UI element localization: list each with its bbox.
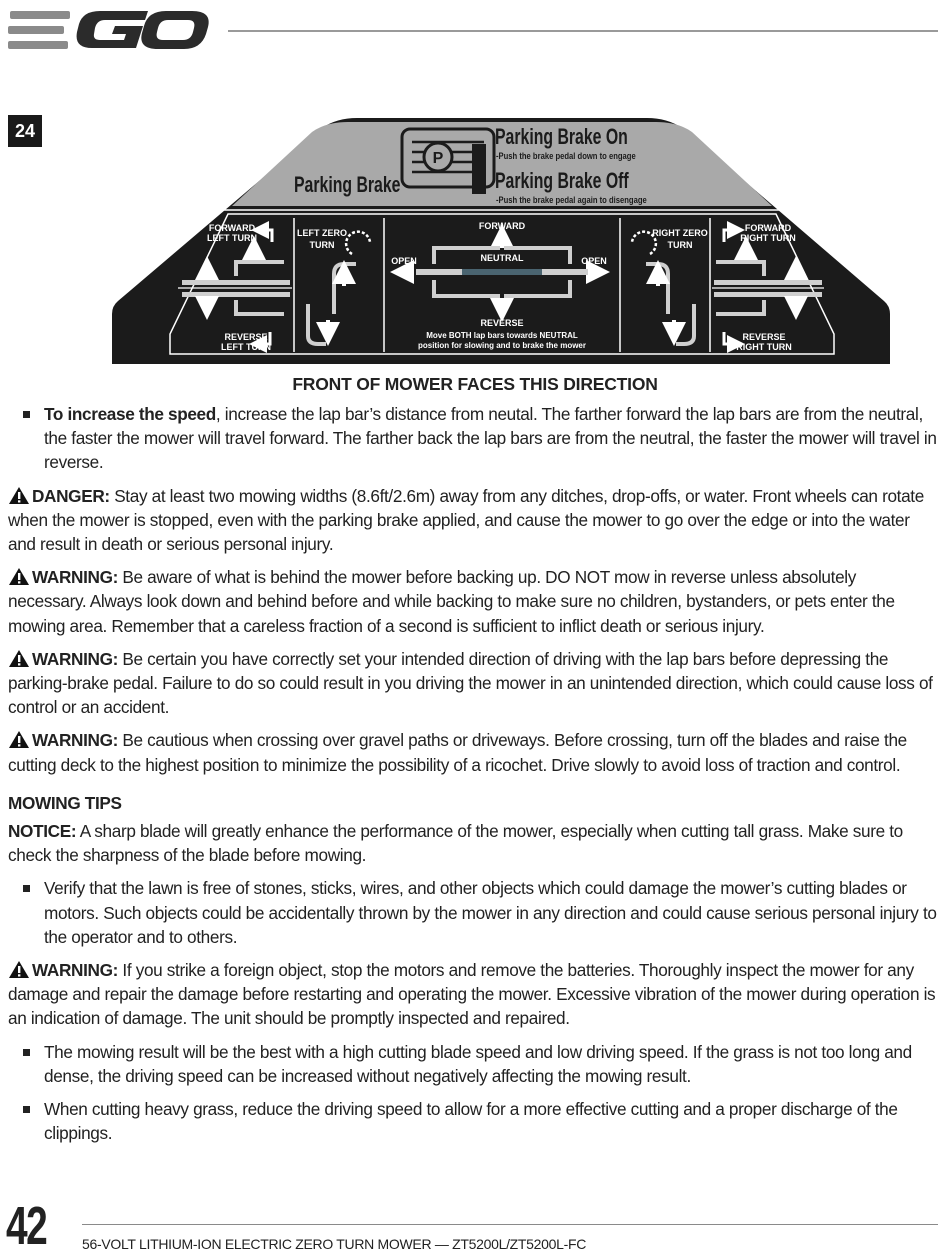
svg-text:REVERSE: REVERSE	[480, 318, 524, 328]
svg-text:LEFT TURN: LEFT TURN	[207, 233, 257, 243]
warning-label: WARNING:	[32, 960, 118, 981]
bullet-marker	[23, 885, 30, 892]
heavy-grass-text: When cutting heavy grass, reduce the driving speed to allow for a more effective cutting and a proper discharge of the clippings.	[44, 1099, 898, 1144]
bullet-marker	[23, 411, 30, 418]
speed-text: , increase the lap bar’s distance from neutal. The farther forward the lap bars are from the neutral, the faster the mower will travel forward. The farther back the lap bars are from the neutral, the faster the mower will travel in reverse.	[44, 404, 937, 473]
page-content	[8, 402, 938, 1154]
notice-label: NOTICE:	[8, 821, 77, 842]
warning-triangle-icon	[8, 567, 30, 586]
svg-text:REVERSE: REVERSE	[742, 332, 786, 342]
warning-paragraph-1	[8, 565, 938, 638]
brake-on-title: Parking Brake On	[495, 125, 628, 150]
warning-label: WARNING:	[32, 567, 118, 588]
parking-brake-label: Parking Brake	[294, 173, 401, 198]
lawn-text: Verify that the lawn is free of stones, sticks, wires, and other objects which could damage the mower’s cutting blades or motors. Such objects could be accidentally thrown by the mower in any direction and could cause serious personal injury to the operator and to others.	[44, 878, 937, 947]
figure-caption: FRONT OF MOWER FACES THIS DIRECTION	[292, 374, 658, 394]
mowing-tips-heading: MOWING TIPS	[8, 792, 122, 813]
footer-rule	[82, 1224, 938, 1225]
warning-triangle-icon	[8, 486, 30, 505]
footer-title: 56-VOLT LITHIUM-ION ELECTRIC ZERO TURN MOWER — ZT5200L/ZT5200L-FC	[82, 1236, 587, 1252]
svg-text:FORWARD: FORWARD	[478, 221, 526, 231]
page-number: 42	[6, 1196, 47, 1256]
figure-number: 24	[8, 115, 42, 147]
brake-off-desc: -Push the brake pedal again to disengage	[496, 194, 647, 206]
svg-text:LEFT ZERO: LEFT ZERO	[297, 228, 347, 238]
svg-text:OPEN: OPEN	[391, 256, 417, 266]
warning-triangle-icon	[8, 960, 30, 979]
svg-text:RIGHT TURN: RIGHT TURN	[740, 233, 796, 243]
svg-text:OPEN: OPEN	[581, 256, 607, 266]
warning-triangle-icon	[8, 730, 30, 749]
brake-pedal-icon	[402, 129, 494, 194]
danger-paragraph	[8, 484, 938, 557]
bullet-marker	[23, 1106, 30, 1113]
warning-text: Be aware of what is behind the mower before backing up. DO NOT mow in reverse unless absolutely necessary. Always look down and behind before and while backing to make sure no children, bystanders, or pets enter the mowing area. Remember that a careless fraction of a second is sufficient to inflict death or serious injury.	[8, 567, 895, 636]
warning-text: Be cautious when crossing over gravel paths or driveways. Before crossing, turn off the blades and raise the cutting deck to the highest position to minimize the possibility of a ricochet. Drive slowly to avoid loss of traction and control.	[8, 730, 907, 775]
warning-label: WARNING:	[32, 648, 118, 669]
svg-text:NEUTRAL: NEUTRAL	[480, 253, 524, 263]
bullet-marker	[23, 1049, 30, 1056]
svg-text:Move BOTH lap bars towards NEU: Move BOTH lap bars towards NEUTRAL	[426, 331, 578, 340]
result-text: The mowing result will be the best with a high cutting blade speed and low driving speed. If the grass is not too long and dense, the driving speed can be increased without negatively affecting the mowing result.	[44, 1041, 912, 1086]
brake-off-title: Parking Brake Off	[495, 169, 629, 194]
svg-text:RIGHT TURN: RIGHT TURN	[736, 342, 792, 352]
notice-paragraph	[8, 819, 938, 867]
svg-text:position for slowing and to br: position for slowing and to brake the mower	[417, 341, 587, 350]
warning-label: WARNING:	[32, 730, 118, 751]
svg-text:TURN: TURN	[309, 240, 335, 250]
svg-text:LEFT TURN: LEFT TURN	[221, 342, 271, 352]
svg-text:P: P	[432, 150, 444, 167]
warning-triangle-icon	[8, 649, 30, 668]
warning-paragraph-2	[8, 647, 938, 720]
header-rule	[228, 30, 938, 32]
danger-text: Stay at least two mowing widths (8.6ft/2.6m) away from any ditches, drop-offs, or water. Front wheels can rotate when the mower is stopped, even with the parking brake applied, and cause the mower to go over the edge or into the water and result in death or serious personal injury.	[8, 485, 924, 555]
danger-label: DANGER:	[32, 485, 110, 506]
speed-label: To increase the speed	[44, 404, 216, 424]
list-item-heavy-grass	[8, 1097, 938, 1145]
list-item-speed	[8, 402, 938, 475]
svg-text:TURN: TURN	[667, 240, 693, 250]
brake-on-desc: -Push the brake pedal down to engage	[496, 150, 636, 162]
svg-text:FORWARD: FORWARD	[744, 223, 792, 233]
list-item-lawn	[8, 876, 938, 949]
warning-paragraph-3	[8, 728, 938, 776]
notice-text: A sharp blade will greatly enhance the performance of the mower, especially when cutting tall grass. Make sure to check the sharpness of the blade before mowing.	[8, 821, 903, 866]
svg-text:FORWARD: FORWARD	[208, 223, 256, 233]
list-item-result	[8, 1040, 938, 1088]
svg-text:RIGHT ZERO: RIGHT ZERO	[652, 228, 708, 238]
warning-paragraph-4	[8, 958, 938, 1031]
ego-logo	[8, 6, 213, 54]
control-decal	[112, 114, 890, 364]
warning-text: If you strike a foreign object, stop the motors and remove the batteries. Thoroughly inspect the mower for any damage and repair the damage before restarting and operating the mower. Excessive vibration of the mower during operation is an indication of damage. The unit should be promptly inspected and repaired.	[8, 960, 936, 1029]
warning-text: Be certain you have correctly set your intended direction of driving with the lap bars before depressing the parking-brake pedal. Failure to do so could result in you driving the mower in an unintended direction, which could cause loss of control or an accident.	[8, 648, 933, 718]
svg-text:REVERSE: REVERSE	[224, 332, 268, 342]
